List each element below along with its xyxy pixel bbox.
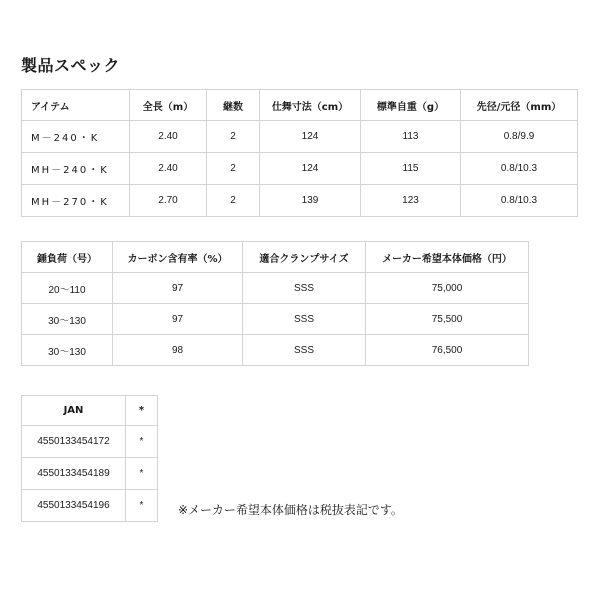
clamp-size-cell: SSS	[243, 335, 366, 366]
price-footnote: ※メーカー希望本体価格は税抜表記です。	[178, 503, 403, 517]
table-row	[22, 153, 578, 185]
table-row	[22, 304, 529, 335]
spec-table-jan	[21, 395, 158, 522]
price-cell: 75,500	[366, 304, 529, 335]
table-header-row	[22, 396, 158, 426]
sections-cell: 2	[207, 153, 260, 185]
column-header-sections: 継数	[207, 90, 260, 121]
diameter-cell: 0.8/10.3	[461, 153, 578, 185]
length-cell: 2.70	[130, 185, 207, 217]
item-name-cell: MH－270・K	[22, 185, 130, 217]
column-header-length: 全長（m）	[130, 90, 207, 121]
clamp-size-cell: SSS	[243, 304, 366, 335]
closed-length-cell: 124	[260, 121, 361, 153]
table-header-row	[22, 242, 529, 273]
spec-table-dimensions	[21, 89, 578, 217]
column-header-jan: JAN	[22, 396, 126, 426]
spec-table-pricing	[21, 241, 529, 366]
table-row	[22, 273, 529, 304]
column-header-closed-length: 仕舞寸法（cm）	[260, 90, 361, 121]
column-header-price: メーカー希望本体価格（円）	[366, 242, 529, 273]
length-cell: 2.40	[130, 153, 207, 185]
weight-cell: 123	[361, 185, 461, 217]
jan-code-cell: 4550133454172	[22, 426, 126, 458]
asterisk-cell: *	[126, 490, 158, 522]
sections-cell: 2	[207, 121, 260, 153]
jan-code-cell: 4550133454196	[22, 490, 126, 522]
item-name-cell: M－240・K	[22, 121, 130, 153]
sinker-load-cell: 30～130	[22, 335, 113, 366]
weight-cell: 115	[361, 153, 461, 185]
length-cell: 2.40	[130, 121, 207, 153]
diameter-cell: 0.8/9.9	[461, 121, 578, 153]
column-header-item: アイテム	[22, 90, 130, 121]
sinker-load-cell: 20～110	[22, 273, 113, 304]
sections-cell: 2	[207, 185, 260, 217]
page-title: 製品スペック	[21, 56, 121, 75]
diameter-cell: 0.8/10.3	[461, 185, 578, 217]
column-header-sinker-load: 錘負荷（号）	[22, 242, 113, 273]
column-header-asterisk: *	[126, 396, 158, 426]
closed-length-cell: 124	[260, 153, 361, 185]
column-header-carbon-content: カーボン含有率（%）	[113, 242, 243, 273]
asterisk-cell: *	[126, 426, 158, 458]
table-row	[22, 121, 578, 153]
item-name-cell: MH－240・K	[22, 153, 130, 185]
carbon-content-cell: 98	[113, 335, 243, 366]
table-row	[22, 490, 158, 522]
table-row	[22, 426, 158, 458]
carbon-content-cell: 97	[113, 304, 243, 335]
table-row	[22, 185, 578, 217]
table-row	[22, 458, 158, 490]
price-cell: 75,000	[366, 273, 529, 304]
sinker-load-cell: 30～130	[22, 304, 113, 335]
clamp-size-cell: SSS	[243, 273, 366, 304]
closed-length-cell: 139	[260, 185, 361, 217]
price-cell: 76,500	[366, 335, 529, 366]
column-header-weight: 標準自重（g）	[361, 90, 461, 121]
table-header-row	[22, 90, 578, 121]
table-row	[22, 335, 529, 366]
carbon-content-cell: 97	[113, 273, 243, 304]
jan-code-cell: 4550133454189	[22, 458, 126, 490]
column-header-tip-butt-diameter: 先径/元径（mm）	[461, 90, 578, 121]
column-header-clamp-size: 適合クランプサイズ	[243, 242, 366, 273]
weight-cell: 113	[361, 121, 461, 153]
asterisk-cell: *	[126, 458, 158, 490]
